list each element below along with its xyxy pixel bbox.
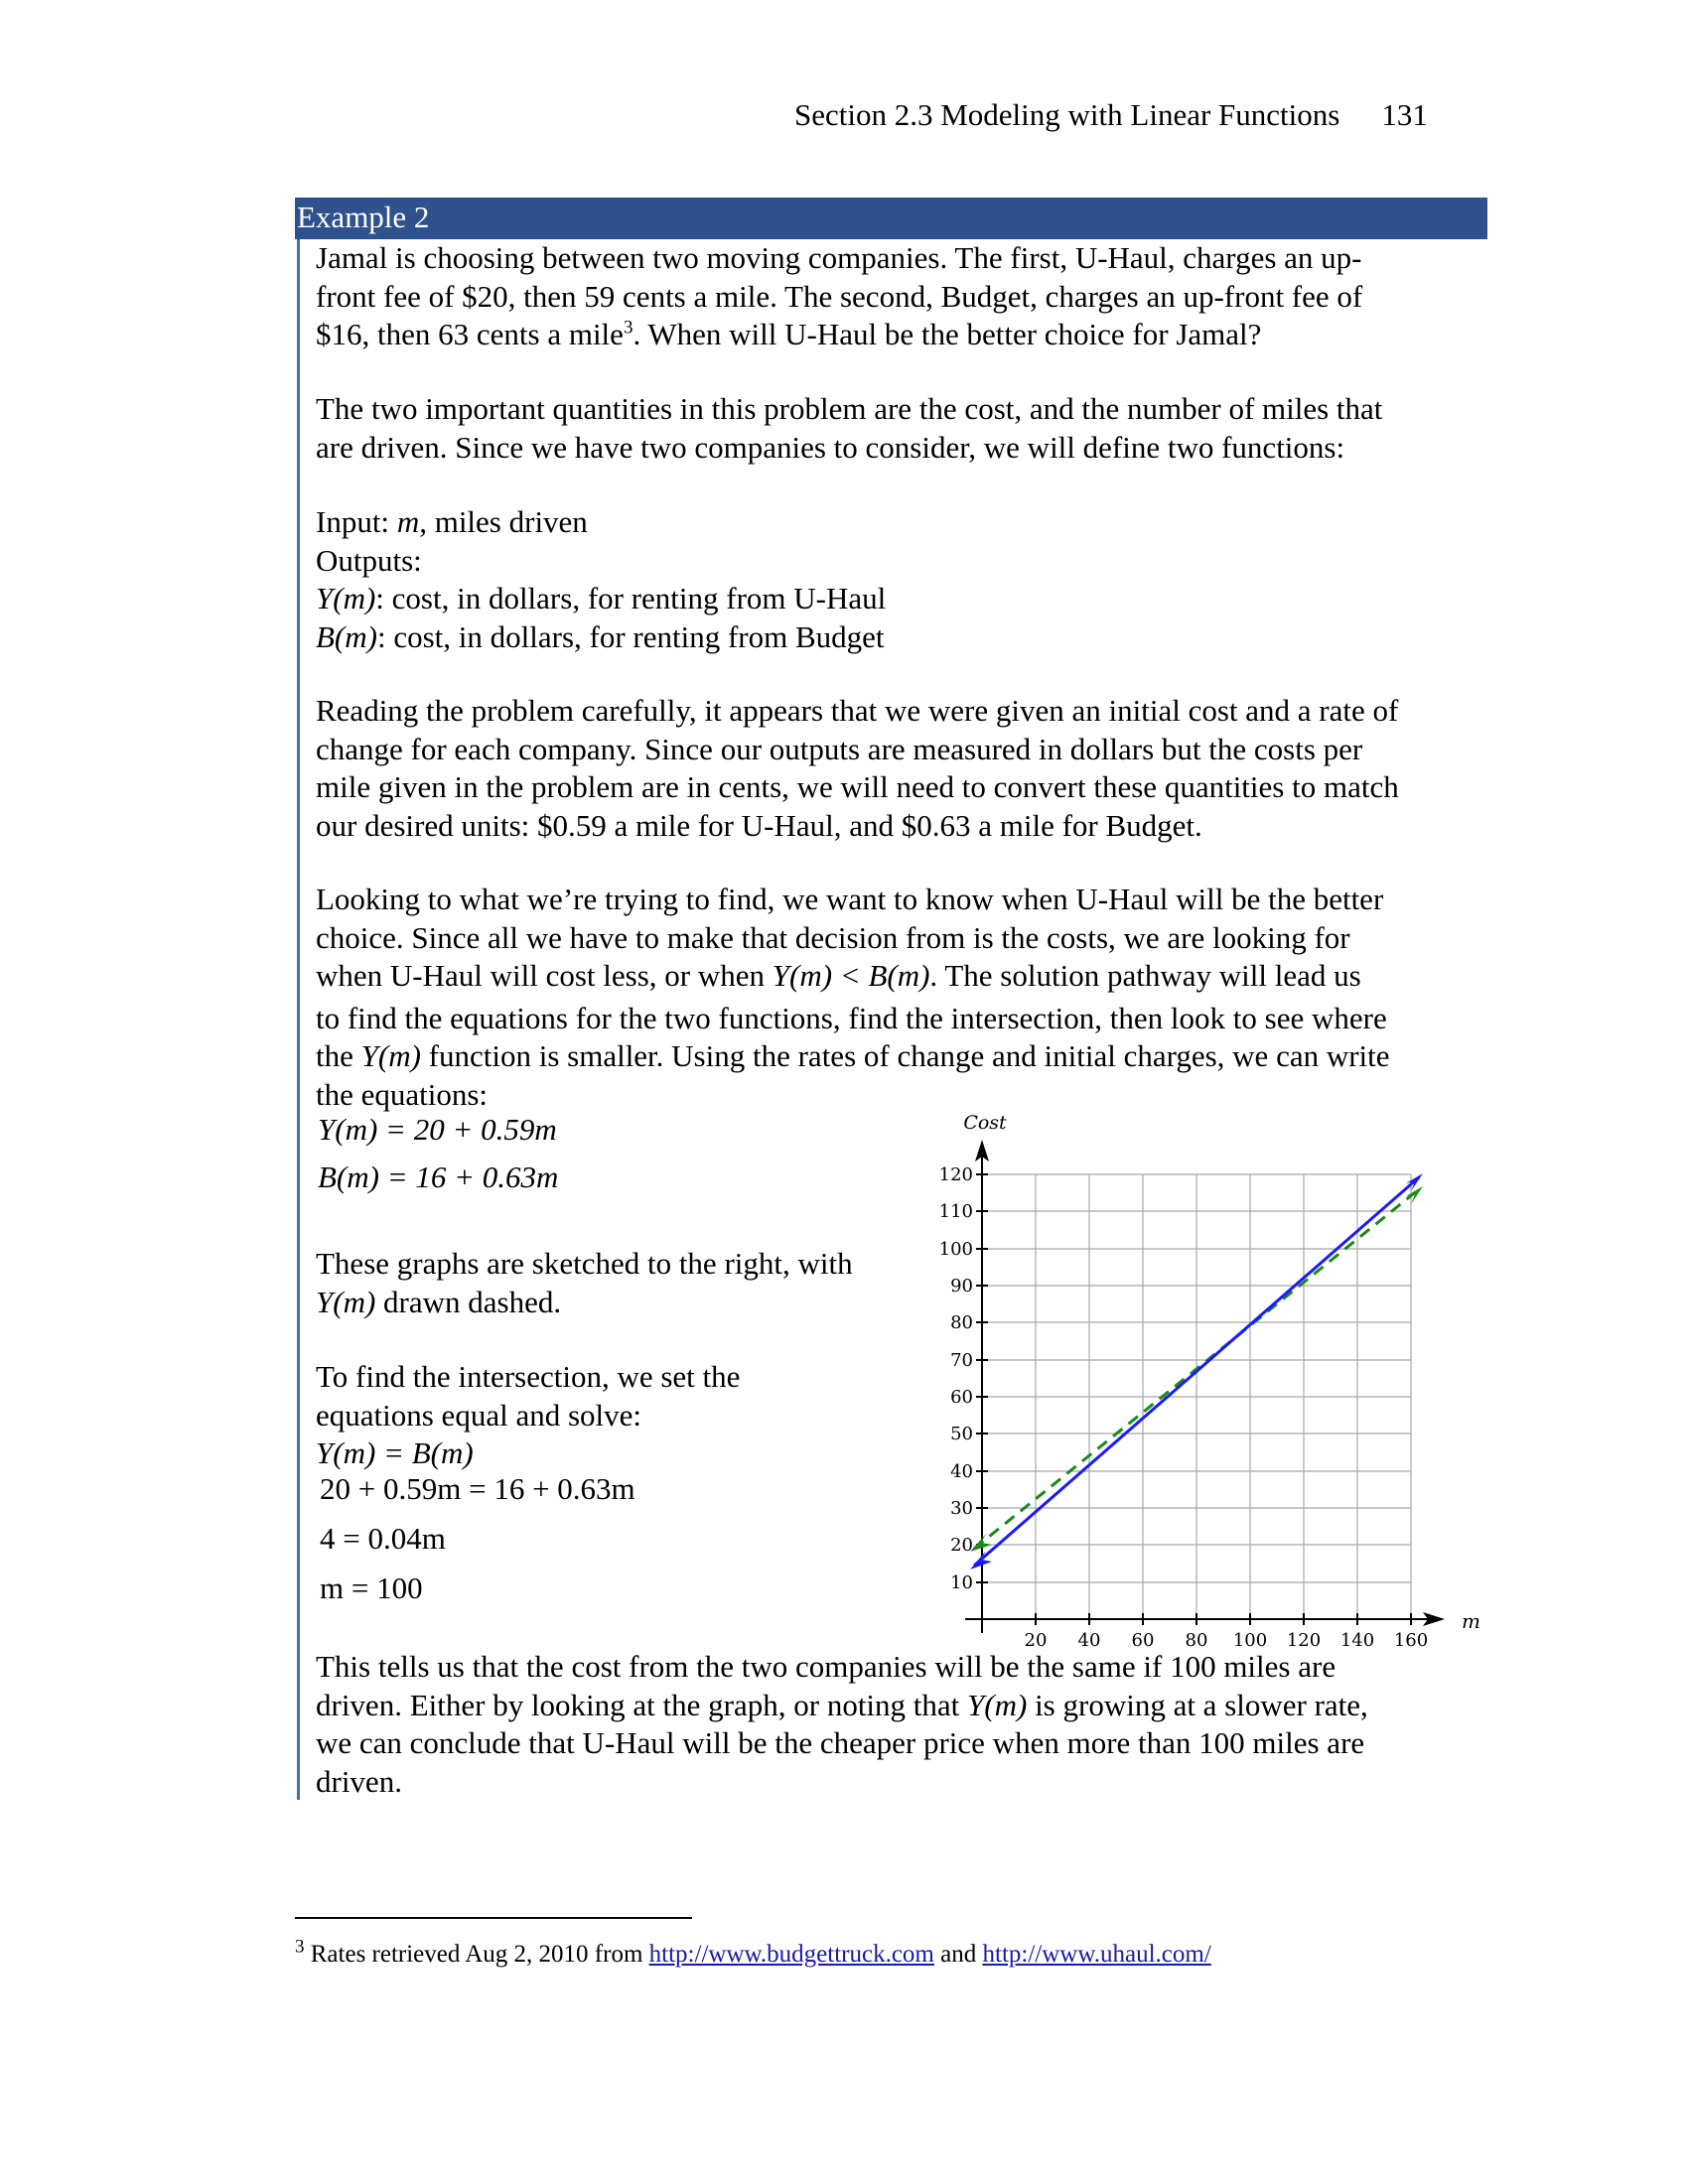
running-header <box>794 97 1428 133</box>
equation-step-1: 20 + 0.59m = 16 + 0.63m <box>320 1471 635 1506</box>
text: : cost, in dollars, for renting from U-Haul <box>375 581 887 615</box>
text-line <box>316 1037 1497 1076</box>
input-definition <box>316 503 1497 542</box>
text-line: front fee of $20, then 59 cents a mile. The second, Budget, charges an up-front fee of <box>316 278 1363 314</box>
text: : cost, in dollars, for renting from Budget <box>376 618 885 654</box>
svg-text:70: 70 <box>950 1350 973 1371</box>
text: and <box>933 1941 983 1968</box>
function-name: Y(m) <box>316 1284 376 1319</box>
variable: m <box>396 504 420 539</box>
text: function is smaller. Using the rates of change and initial charges, we can write <box>420 1038 1390 1073</box>
svg-text:80: 80 <box>950 1312 973 1333</box>
outputs-label: Outputs: <box>316 542 422 578</box>
function-name: Y(m) <box>360 1038 421 1073</box>
text: the <box>316 1038 361 1073</box>
text: . When will U-Haul be the better choice for Jamal? <box>633 317 1262 351</box>
svg-text:10: 10 <box>950 1572 973 1593</box>
quantities-paragraph <box>316 390 1497 467</box>
footnote-separator <box>295 1917 692 1919</box>
x-axis-label: m <box>1462 1609 1480 1633</box>
text-line: The two important quantities in this problem are the cost, and the number of miles that <box>316 391 1383 426</box>
axes <box>965 1152 1430 1633</box>
svg-text:100: 100 <box>1232 1630 1268 1651</box>
svg-text:50: 50 <box>950 1424 973 1444</box>
example-title-bar <box>295 198 1487 239</box>
text-line: Jamal is choosing between two moving companies. The first, U-Haul, charges an up- <box>316 240 1362 275</box>
text-line: choice. Since all we have to make that decision from is the costs, we are looking for <box>316 919 1350 955</box>
text-line: To find the intersection, we set the <box>316 1359 741 1394</box>
svg-text:140: 140 <box>1339 1630 1375 1651</box>
svg-text:160: 160 <box>1393 1630 1429 1651</box>
equation-step-2: 4 = 0.04m <box>320 1521 446 1556</box>
text: . The solution pathway will lead us <box>929 958 1361 993</box>
page-number: 131 <box>1381 97 1428 132</box>
text-line <box>316 957 1497 996</box>
text-line: Looking to what we’re trying to find, we want to know when U-Haul will be the better <box>316 882 1384 916</box>
equation-b: B(m) = 16 + 0.63m <box>318 1160 559 1194</box>
function-name: Y(m) <box>316 581 376 615</box>
example-title: Example 2 <box>297 200 430 234</box>
text-line <box>316 316 1497 354</box>
text: is growing at a slower rate, <box>1027 1687 1368 1722</box>
text: when U-Haul will cost less, or when <box>316 958 773 993</box>
text-line: to find the equations for the two functions, find the intersection, then look to see where <box>316 1000 1387 1035</box>
text: drawn dashed. <box>375 1284 562 1319</box>
svg-text:30: 30 <box>950 1498 973 1519</box>
uhaul-link[interactable]: http://www.uhaul.com/ <box>982 1941 1211 1968</box>
text-line: This tells us that the cost from the two companies will be the same if 100 miles are <box>316 1649 1336 1684</box>
section-title: Section 2.3 Modeling with Linear Functions <box>794 97 1340 132</box>
text-line: These graphs are sketched to the right, with <box>316 1246 853 1281</box>
function-name: Y(m) <box>967 1687 1028 1722</box>
svg-text:100: 100 <box>938 1239 973 1260</box>
graph-note <box>316 1245 912 1321</box>
y-axis-label: Cost <box>963 1112 1007 1134</box>
problem-statement <box>316 239 1497 354</box>
function-name: B(m) <box>316 618 377 654</box>
text: driven. Either by looking at the graph, or noting that <box>316 1687 968 1722</box>
text-line: the equations: <box>316 1076 489 1112</box>
arrow-icon <box>1406 1186 1423 1204</box>
conclusion-paragraph <box>316 1648 1497 1801</box>
text: $16, then 63 cents a mile <box>316 317 624 351</box>
svg-text:120: 120 <box>938 1164 973 1185</box>
pathway-paragraph <box>316 881 1497 1114</box>
equation-step: Y(m) = B(m) <box>316 1435 474 1470</box>
svg-text:110: 110 <box>938 1201 973 1222</box>
equation-y: Y(m) = 20 + 0.59m <box>318 1112 557 1147</box>
text-line: mile given in the problem are in cents, we will need to convert these quantities to match <box>316 769 1399 804</box>
svg-text:40: 40 <box>950 1461 973 1482</box>
example-left-border <box>297 239 300 1800</box>
svg-text:20: 20 <box>950 1535 973 1556</box>
footnote <box>295 1936 1211 1969</box>
svg-text:60: 60 <box>1131 1630 1155 1651</box>
svg-text:20: 20 <box>1024 1630 1048 1651</box>
text-line: are driven. Since we have two companies to consider, we will define two functions: <box>316 429 1345 465</box>
svg-text:60: 60 <box>950 1387 973 1408</box>
text-line <box>316 1687 1497 1725</box>
text-line <box>316 1284 912 1322</box>
text-line: equations equal and solve: <box>316 1397 641 1433</box>
svg-text:120: 120 <box>1286 1630 1322 1651</box>
text-line: driven. <box>316 1763 402 1799</box>
text-line: change for each company. Since our outputs are measured in dollars but the costs per <box>316 731 1363 766</box>
footnote-text: Rates retrieved Aug 2, 2010 from <box>304 1941 649 1968</box>
text-line: our desired units: $0.59 a mile for U-Haul, and $0.63 a mile for Budget. <box>316 807 1202 843</box>
b-definition <box>316 618 1497 657</box>
text-line: we can conclude that U-Haul will be the cheaper price when more than 100 miles are <box>316 1725 1365 1760</box>
svg-text:80: 80 <box>1185 1630 1208 1651</box>
equation-step-3: m = 100 <box>320 1570 423 1605</box>
inequality: Y(m) < B(m) <box>772 958 930 993</box>
text: , miles driven <box>419 504 588 539</box>
function-definitions <box>316 503 1497 656</box>
svg-text:40: 40 <box>1077 1630 1101 1651</box>
svg-text:90: 90 <box>950 1276 973 1297</box>
footnote-ref: 3 <box>623 317 633 339</box>
footnote-marker: 3 <box>295 1936 305 1958</box>
budget-link[interactable]: http://www.budgettruck.com <box>648 1941 934 1968</box>
cost-chart <box>933 1092 1489 1651</box>
y-definition <box>316 580 1497 618</box>
text-line: Reading the problem carefully, it appears that we were given an initial cost and a rate of <box>316 693 1399 728</box>
y-tick-labels <box>939 1164 973 1593</box>
units-paragraph <box>316 692 1497 845</box>
label: Input: <box>316 504 397 539</box>
intersection-text <box>316 1358 912 1473</box>
